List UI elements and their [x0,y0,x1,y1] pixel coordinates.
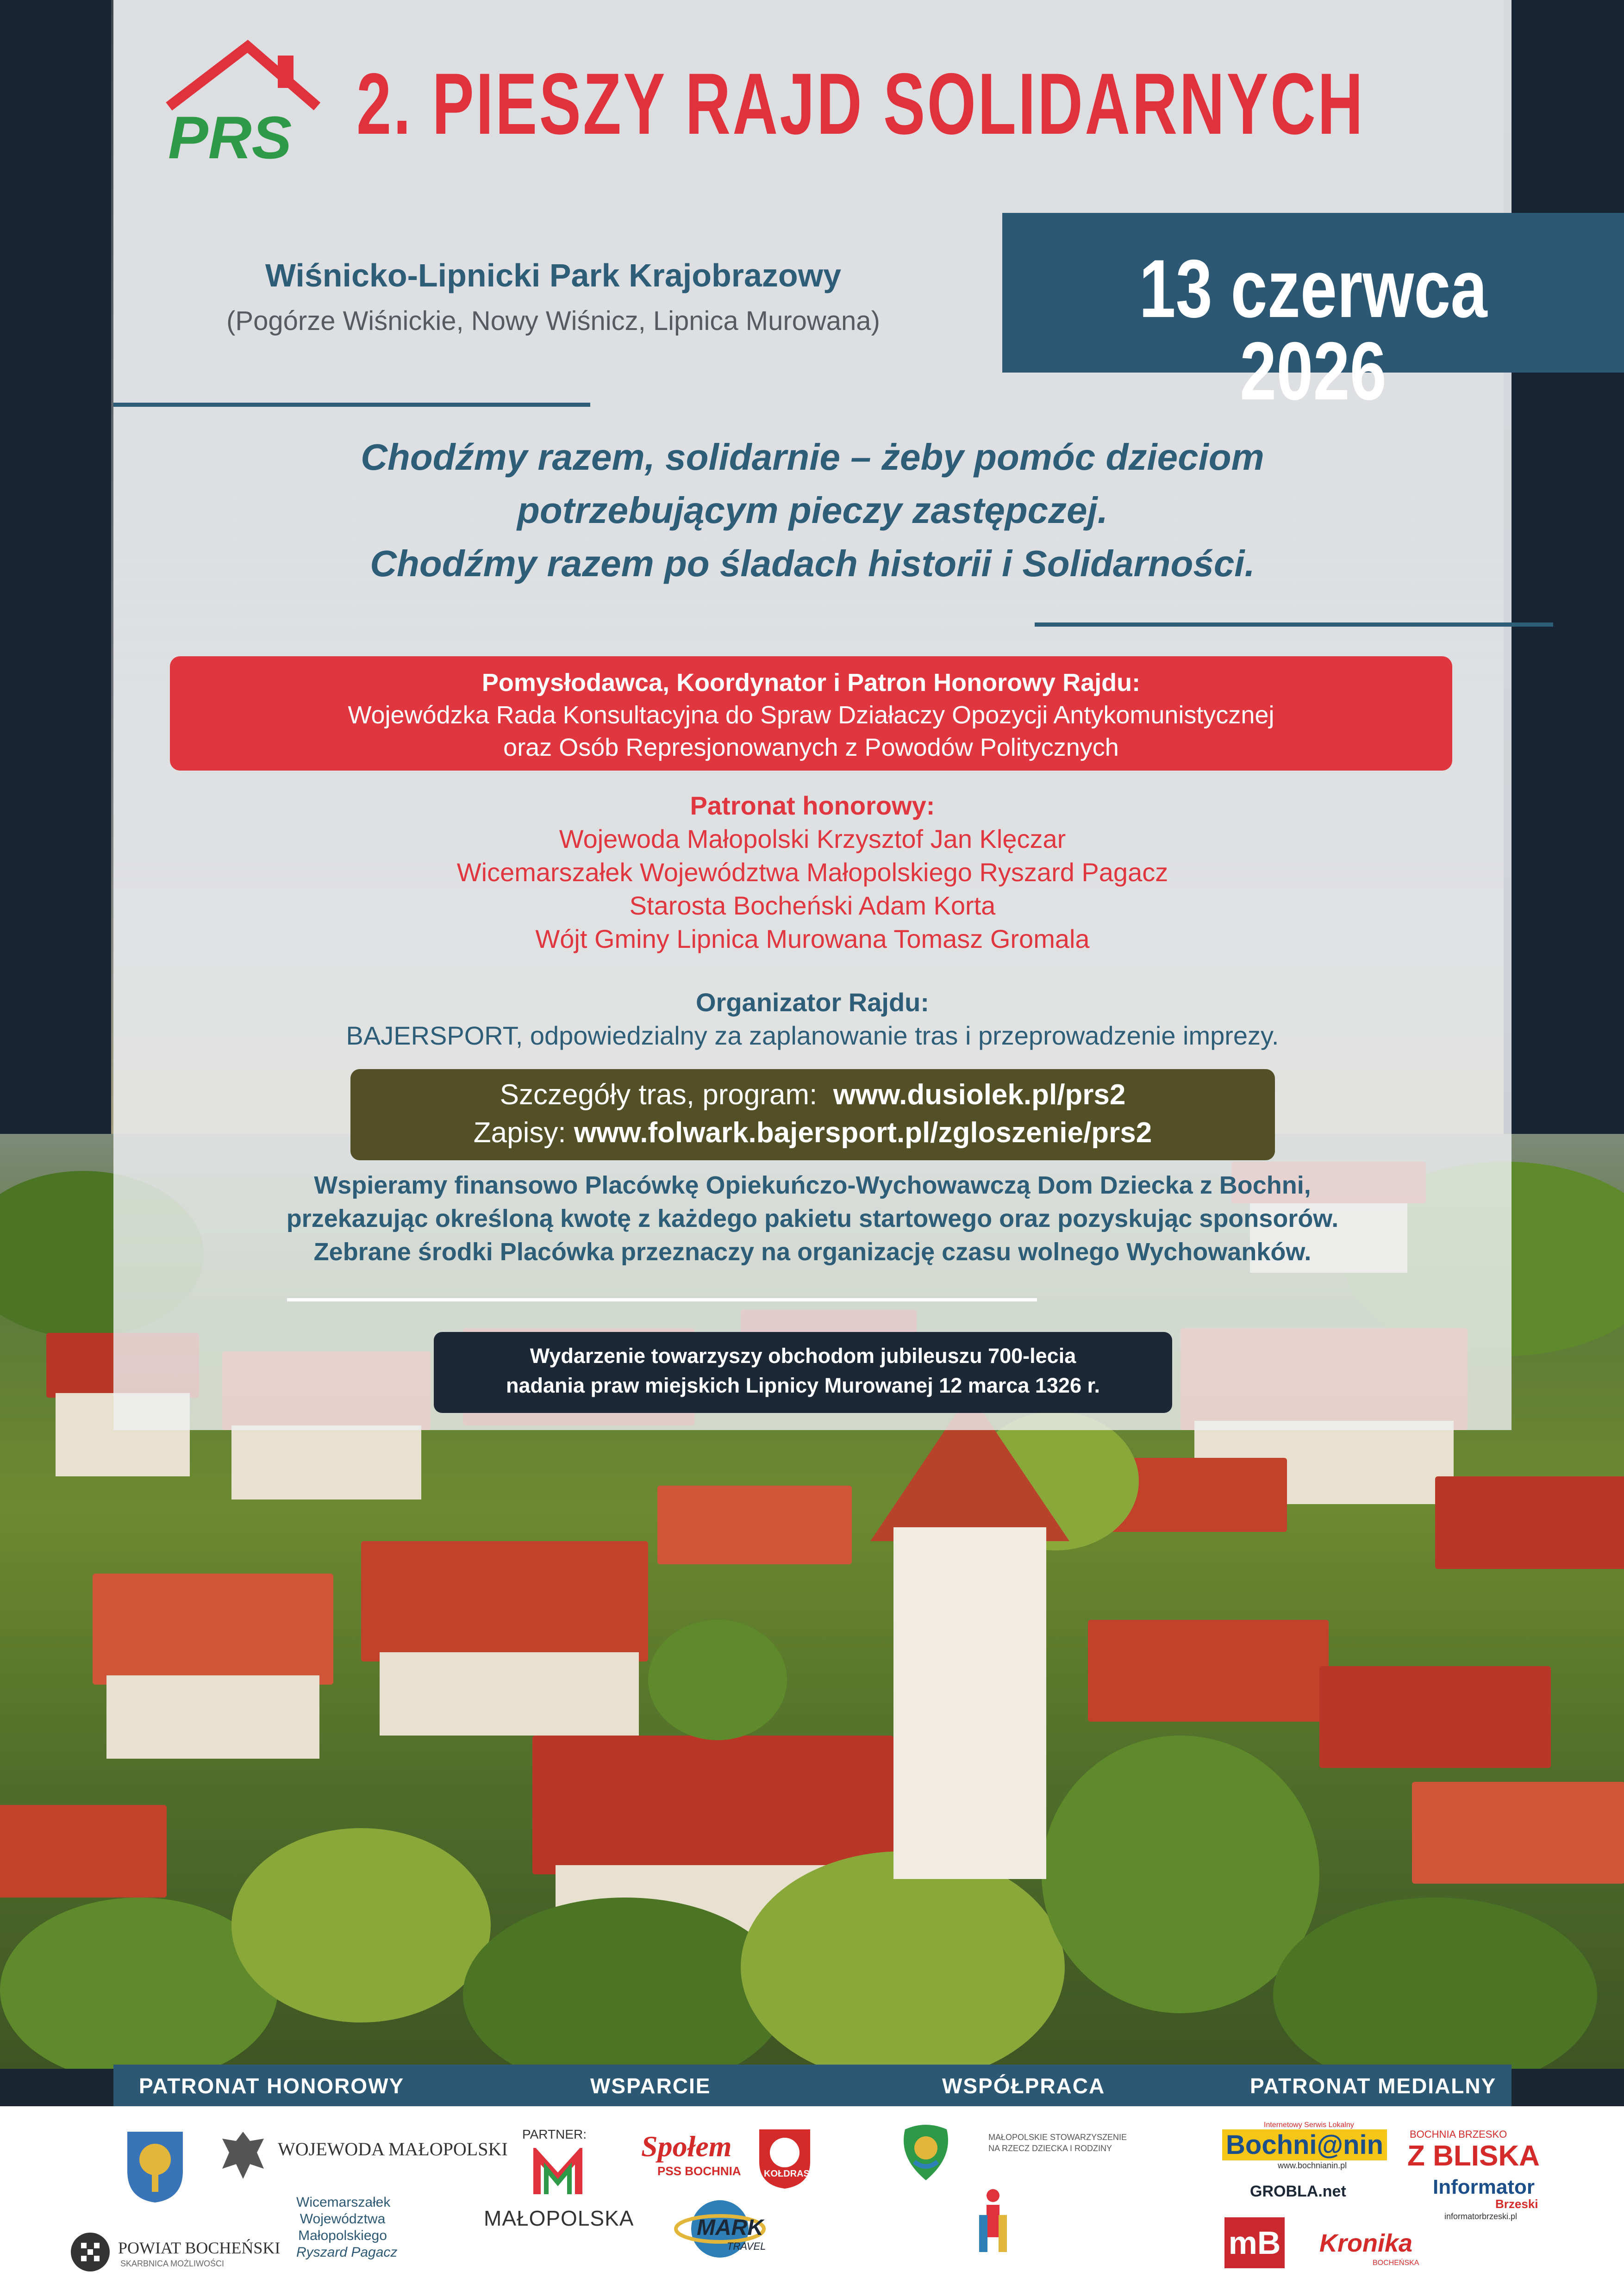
footer-heading-wsparcie: WSPARCIE [590,2074,711,2098]
divider-line [113,403,590,407]
bochnianin-logo-text: Bochni@nin [1222,2129,1387,2160]
stowarzyszenie-logo-icon [896,2120,956,2185]
support-line: Wspieramy finansowo Placówkę Opiekuńczo-Wychowawczą Dom Dziecka z Bochni, [314,1171,1311,1199]
prs-house-logo [160,37,326,167]
zbliska-top-text: BOCHNIA BRZESKO [1410,2128,1507,2140]
details-link[interactable]: www.dusiolek.pl/prs2 [833,1079,1126,1111]
footer-logos [0,2106,1624,2296]
partner-label: PARTNER: [522,2127,587,2141]
divider-line [287,1298,1037,1301]
wicemarszalek-logo-text: Wicemarszałek Województwa Małopolskiego Ryszard Pagacz [296,2195,398,2260]
patronat-line: Wicemarszałek Województwa Małopolskiego Ryszard Pagacz [456,858,1168,887]
spolem-logo-text: Społem [641,2130,732,2163]
prs-logo-text: PRS [168,104,292,167]
malopolska-m-icon [532,2148,583,2199]
footer-heading-medialny: PATRONAT MEDIALNY [1250,2074,1497,2098]
malopolska-logo-text: MAŁOPOLSKA [484,2206,634,2230]
motto-line: potrzebującym pieczy zastępczej. [517,490,1108,531]
brzeski-logo-text: Brzeski [1495,2197,1538,2211]
kronika-logo-text: Kronika [1319,2229,1413,2257]
signup-link[interactable]: www.folwark.bajersport.pl/zgloszenie/prs2 [574,1117,1152,1149]
bochnianin-top-text: Internetowy Serwis Lokalny [1264,2121,1354,2129]
koldras-logo-text: KOŁDRAS [764,2169,810,2179]
coordinator-text [170,666,1452,764]
motto [113,430,1512,590]
coordinator-line: oraz Osób Represjonowanych z Powodów Politycznych [503,734,1119,761]
wojewoda-logo-text: WOJEWODA MAŁOPOLSKI [278,2139,508,2159]
support-text [113,1169,1512,1269]
coordinator-heading: Pomysłodawca, Koordynator i Patron Honorowy Rajdu: [481,669,1141,697]
powiat-logo-subtext: SKARBNICA MOŻLIWOŚCI [120,2259,225,2268]
motto-line: Chodźmy razem, solidarnie – żeby pomóc dzieciom [361,436,1264,478]
divider-line [1035,622,1553,627]
motto-line: Chodźmy razem po śladach historii i Solidarności. [370,543,1255,584]
links-text [350,1076,1275,1152]
dom-dziecka-figures-icon [974,2187,1012,2257]
bochnianin-url-text: www.bochnianin.pl [1278,2161,1347,2170]
support-line: Zebrane środki Placówka przeznaczy na organizację czasu wolnego Wychowanków. [313,1238,1312,1266]
signup-label: Zapisy: [473,1117,566,1149]
jubilee-text [434,1341,1172,1400]
mark-logo-text: MARK [697,2215,763,2240]
patronat-heading: Patronat honorowy: [690,791,935,820]
eagle-emblem-icon [218,2127,269,2183]
details-label: Szczegóły tras, program: [500,1079,818,1111]
support-line: przekazując określoną kwotę z każdego pakietu startowego oraz pozyskując sponsorów. [286,1205,1339,1232]
coat-of-arms-icon [125,2129,185,2203]
patronat-honorowy [113,789,1512,956]
mb-logo: mB [1224,2217,1285,2268]
coordinator-line: Wojewódzka Rada Konsultacyjna do Spraw Działaczy Opozycji Antykomunistycznej [348,701,1274,729]
jubilee-line: nadania praw miejskich Lipnicy Murowanej 12 marca 1326 r. [506,1374,1100,1397]
footer-heading-wspolpraca: WSPÓŁPRACA [942,2074,1106,2098]
organizer-heading: Organizator Rajdu: [695,988,930,1017]
zbliska-logo-text: Z BLISKA [1407,2140,1540,2172]
informator-logo-text: Informator [1433,2176,1535,2198]
background-right-band [1504,0,1624,1157]
pss-logo-text: PSS BOCHNIA [657,2164,741,2178]
footer-heading-patronat: PATRONAT HONOROWY [139,2074,405,2098]
park-subtitle: (Pogórze Wiśnickie, Nowy Wiśnicz, Lipnica Murowana) [226,306,880,336]
organizer [113,986,1512,1052]
patronat-line: Wójt Gminy Lipnica Murowana Tomasz Gromala [535,924,1090,953]
koldras-badge-icon [755,2125,815,2190]
stowarzyszenie-logo-text: MAŁOPOLSKIE STOWARZYSZENIE NA RZECZ DZIECKA I RODZINY [988,2133,1127,2153]
informator-url-text: informatorbrzeski.pl [1444,2212,1518,2221]
park-name: Wiśnicko-Lipnicki Park Krajobrazowy [265,257,842,293]
event-title: 2. PIESZY RAJD SOLIDARNYCH [356,55,1365,152]
grobla-logo-text: GROBLA.net [1250,2183,1346,2200]
patronat-line: Starosta Bocheński Adam Korta [629,891,996,920]
travel-logo-text: TRAVEL [727,2240,766,2252]
organizer-line: BAJERSPORT, odpowiedzialny za zaplanowanie tras i przeprowadzenie imprezy. [346,1021,1279,1050]
powiat-logo-text: POWIAT BOCHEŃSKI [118,2239,281,2257]
jubilee-line: Wydarzenie towarzyszy obchodom jubileuszu 700-lecia [530,1344,1076,1368]
patronat-line: Wojewoda Małopolski Krzysztof Jan Klęczar [559,824,1066,853]
kronika-sub-text: BOCHEŃSKA [1373,2259,1419,2267]
powiat-logo-icon [69,2231,111,2273]
event-date: 13 czerwca 2026 [1139,243,1487,417]
background-left-band [0,0,111,1157]
